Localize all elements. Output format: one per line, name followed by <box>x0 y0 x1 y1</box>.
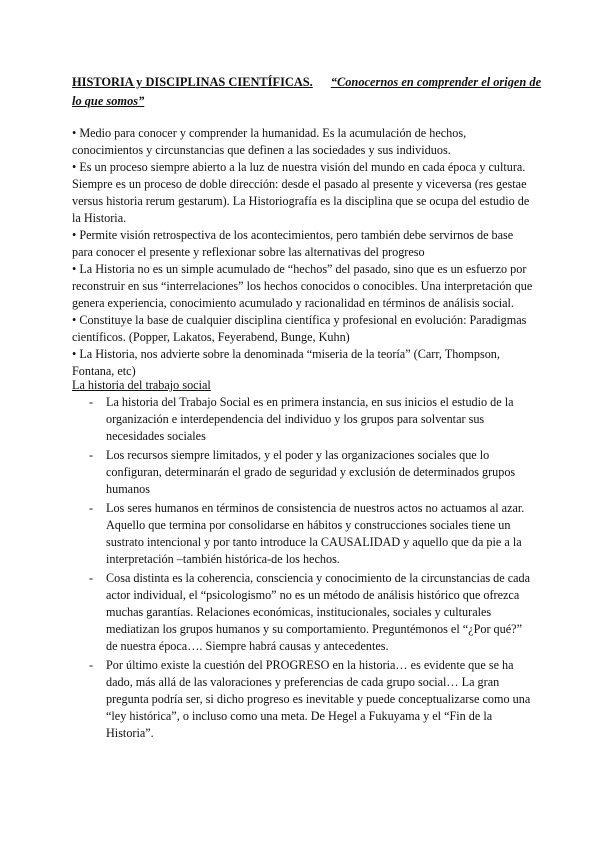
bullet-paragraph-5: • Constituye la base de cualquier disciplina científica y profesional en evolución: Paradigmas científicos. (Popper, Lakatos, Feyerabend, Bunge, Kuhn) <box>72 313 527 344</box>
document-title <box>72 73 542 111</box>
list-item-text: Cosa distinta es la coherencia, consciencia y conocimiento de la circunstancias de cada actor individual, el “psicologismo” no es un método de análisis histórico que ofrezca muchas garantías. Relaciones económicas, institucionales, sociales y culturales mediatizan los grupos humanos y su comportamiento. Preguntémonos el “¿Por qué?” de nuestra época…. Siempre habrá causas y antecedentes. <box>106 571 531 653</box>
dash-marker: - <box>89 501 94 515</box>
dash-marker: - <box>89 571 94 585</box>
title-subtitle: “Conocernos en comprender el origen de lo que somos” <box>72 75 542 108</box>
list-item-text: Por último existe la cuestión del PROGRESO en la historia… es evidente que se ha dado, más allá de las valoraciones y preferencias de cada grupo social… La gran pregunta podría ser, si dicho progreso es inevitable y puede conceptualizarse como una “ley histórica”, o incluso como una meta. De Hegel a Fukuyama y el “Fin de la Historia”. <box>106 658 531 740</box>
section-heading: La historia del trabajo social <box>72 378 211 392</box>
list-item <box>72 447 534 498</box>
dash-marker: - <box>89 448 94 462</box>
dash-marker: - <box>89 658 94 672</box>
title-main: HISTORIA y DISCIPLINAS CIENTÍFICAS. <box>72 75 313 89</box>
list-item <box>72 394 534 445</box>
list-item <box>72 500 534 568</box>
dash-marker: - <box>89 395 94 409</box>
list-item <box>72 657 534 742</box>
list-item <box>72 570 534 655</box>
list-item-text: Los seres humanos en términos de consistencia de nuestros actos no actuamos al azar. Aquello que termina por consolidarse en hábitos y construcciones sociales tiene un sustrato intencional y por tanto introduce la CAUSALIDAD y aquello que da pie a la interpretación –también histórica-de los hechos. <box>106 501 525 566</box>
list-item-text: Los recursos siempre limitados, y el poder y las organizaciones sociales que lo configuran, determinarán el grado de seguridad y exclusión de determinados grupos humanos <box>106 448 516 496</box>
list-item-text: La historia del Trabajo Social es en primera instancia, en sus inicios el estudio de la organización e interdependencia del individuo y los grupos para solventar sus necesidades sociales <box>106 395 514 443</box>
bullet-paragraph-3: • Permite visión retrospectiva de los acontecimientos, pero también debe servirnos de base para conocer el presente y reflexionar sobre las alternativas del progreso <box>72 228 514 259</box>
bullet-list <box>72 125 534 380</box>
dash-list <box>72 394 534 744</box>
bullet-paragraph-2: • Es un proceso siempre abierto a la luz de nuestra visión del mundo en cada época y cultura. Siempre es un proceso de doble dirección: desde el pasado al presente y viceversa (res gestae versus historia rerum gestarum). La Historiografía es la disciplina que se ocupa del estudio de la Historia. <box>72 160 530 225</box>
bullet-paragraph-4: • La Historia no es un simple acumulado de “hechos” del pasado, sino que es un esfuerzo por reconstruir en sus “interrelaciones” los hechos conocidos o conocibles. Una interpretación que genera experiencia, conocimiento acumulado y racionalidad en términos de análisis social. <box>72 262 533 310</box>
bullet-paragraph-1: • Medio para conocer y comprender la humanidad. Es la acumulación de hechos, conocimientos y circunstancias que definen a las sociedades y sus individuos. <box>72 126 467 157</box>
bullet-paragraph-6: • La Historia, nos advierte sobre la denominada “miseria de la teoría” (Carr, Thompson, Fontana, etc) <box>72 347 500 378</box>
